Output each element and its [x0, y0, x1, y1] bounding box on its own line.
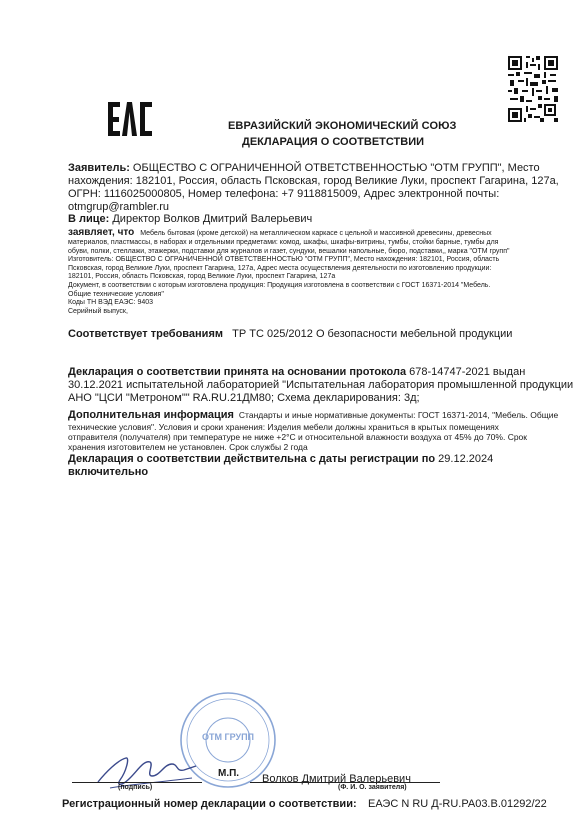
declares-line: Документ, в соответствии с которым изготовлена продукция: Продукция изготовлена в соответствии с ГОСТ 16371-2014 "Мебель. [68, 281, 491, 289]
declares-line: Общие технические условия" [68, 290, 164, 298]
registration-number: ЕАЭС N RU Д-RU.PA03.B.01292/22 [368, 798, 547, 810]
validity-line-1 [68, 453, 493, 466]
additional-line: технические условия". Условия и сроки хранения: Изделия мебели должны храниться в крытых помещениях [68, 422, 499, 432]
basis-line-1 [68, 366, 525, 379]
additional-line: хранения изготовителем не установлен. Срок службы 2 года [68, 442, 308, 452]
signature-caption: (подпись) [118, 784, 153, 791]
additional-block [68, 409, 558, 452]
validity-inclusive: включительно [68, 466, 149, 478]
document-title-union: ЕВРАЗИЙСКИЙ ЭКОНОМИЧЕСКИЙ СОЮЗ [228, 120, 457, 132]
declares-line: Псковская, город Великие Луки, проспект Гагарина, 127а, Адрес места осуществления деятельности по изготовлению продукции: [68, 264, 492, 272]
validity-line-2 [68, 466, 148, 479]
declares-block [68, 226, 508, 316]
stamp-place-label: М.П. [218, 768, 240, 779]
applicant-email: otmgrup@rambler.ru [68, 201, 170, 213]
basis-label: Декларация о соответствии принята на основании протокола [68, 366, 407, 378]
basis-line-3: АНО "ЦСИ "Метроном"" RA.RU.21ДМ80; Схема декларирования: 3д; [68, 392, 420, 404]
eac-logo [106, 98, 154, 140]
person-label: В лице: [68, 213, 110, 225]
declares-line: обуви, полки, стеллажи, этажерки, подставки для журналов и газет, сундуки, вешалки напольные, бюро, подставки,, марка "ОТМ групп" [68, 247, 510, 255]
document-title-declaration: ДЕКЛАРАЦИЯ О СООТВЕТСТВИИ [242, 136, 425, 148]
validity-date: 29.12.2024 [438, 453, 494, 465]
person-line [68, 213, 312, 226]
applicant-name: ОБЩЕСТВО С ОГРАНИЧЕННОЙ ОТВЕТСТВЕННОСТЬЮ "ОТМ ГРУПП", Место [129, 162, 540, 174]
person-value: Директор Волков Дмитрий Валерьевич [109, 213, 313, 225]
additional-line: Стандарты и иные нормативные документы: ГОСТ 16371-2014, "Мебель. Общие [238, 410, 559, 420]
basis-line-2: 30.12.2021 испытательной лабораторией "Испытательная лаборатория промышленной продукции [68, 379, 574, 391]
applicant-label: Заявитель: [68, 162, 130, 174]
declares-line: материалов, пластмассы, в наборах и отдельными предметами: комод, шкафы, шкафы-витрины, тумбы, стойки барные, тумбы для [68, 239, 499, 246]
declares-line: 182101, Россия, область Псковская, город Великие Луки, проспект Гагарина, 127а [68, 273, 336, 281]
declares-line: Мебель бытовая (кроме детской) на металлическом каркасе с цельной и массивной древесины, древесных [140, 230, 492, 237]
additional-label: Дополнительная информация [68, 409, 234, 421]
stamp-text: ОТМ ГРУПП [201, 732, 255, 742]
registration-label-text: Регистрационный номер декларации о соответствии: [62, 798, 357, 810]
conforms-value: ТР ТС 025/2012 О безопасности мебельной продукции [232, 328, 513, 340]
applicant-line-1 [68, 162, 540, 175]
validity-label: Декларация о соответствии действительна с даты регистрации по [68, 453, 436, 465]
applicant-line-3: ОГРН: 1116025000805, Номер телефона: +7 9118815009, Адрес электронной почты: [68, 188, 500, 200]
declares-line: Изготовитель: ОБЩЕСТВО С ОГРАНИЧЕННОЙ ОТВЕТСТВЕННОСТЬЮ "ОТМ ГРУПП", Место нахождения: 182101, Россия, область [68, 256, 500, 264]
name-caption: (Ф. И. О. заявителя) [338, 784, 407, 791]
declares-line: Коды ТН ВЭД ЕАЭС: 9403 [68, 299, 154, 307]
additional-line: отправителя (получателя) при температуре не ниже +2°С и относительной влажности воздуха от 45% до 70%. Срок [68, 432, 527, 442]
name-line [250, 782, 440, 783]
signer-name: Волков Дмитрий Валерьевич [262, 773, 411, 785]
conforms-line [68, 328, 512, 341]
applicant-line-2: нахождения: 182101, Россия, область Псковская, город Великие Луки, проспект Гагарина, 127а, [68, 175, 559, 187]
declares-line: Серийный выпуск, [68, 307, 128, 315]
basis-protocol: 678-14747-2021 выдан [406, 366, 526, 378]
conforms-label: Соответствует требованиям [68, 328, 223, 340]
registration-label [62, 798, 357, 811]
signature-line [72, 782, 202, 783]
declares-label: заявляет, что [68, 227, 135, 238]
qr-code [508, 56, 558, 122]
